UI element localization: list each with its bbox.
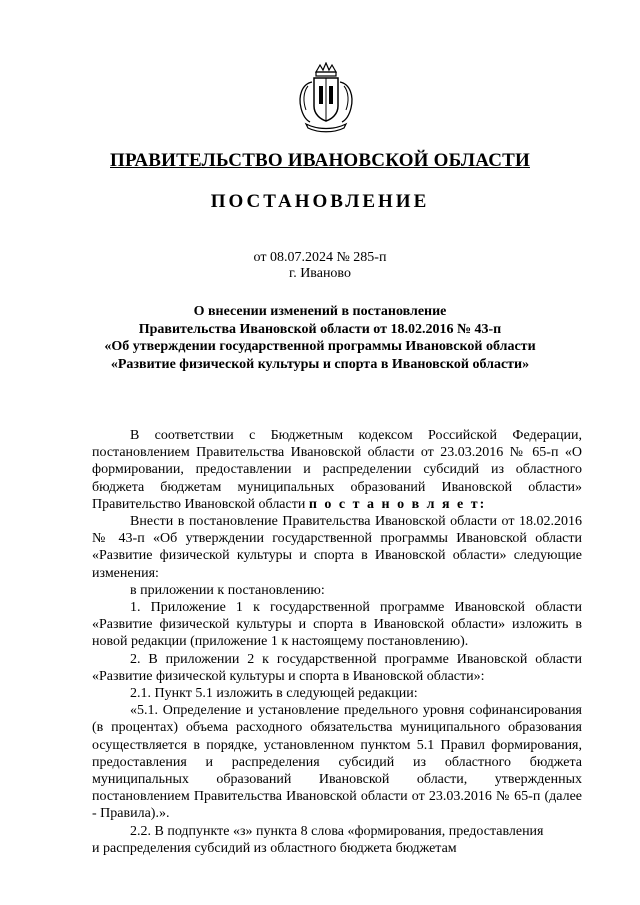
date-number: от 08.07.2024 № 285-п: [253, 250, 387, 265]
document-title: [60, 303, 580, 373]
paragraph-3: в приложении к постановлению:: [130, 582, 325, 598]
title-line-2: Правительства Ивановской области от 18.02.2016 № 43-п: [138, 321, 502, 337]
paragraph-1: [92, 427, 582, 513]
city: г. Иваново: [289, 266, 351, 281]
paragraph-8-line-2: и распределения субсидий из областного бюджета бюджетам: [92, 840, 457, 856]
title-line-4: «Развитие физической культуры и спорта в Ивановской области»: [110, 356, 530, 372]
paragraph-2: Внести в постановление Правительства Ивановской области от 18.02.2016 № 43-п «Об утверждении государственной программы Ивановской области «Развитие физической культуры и спорта в Ивановской области» следующие изменения:: [92, 514, 582, 581]
paragraph-4: 1. Приложение 1 к государственной программе Ивановской области «Развитие физической культуры и спорта в Ивановской области» изложить в новой редакции (приложение 1 к настоящему постановлению).: [92, 600, 582, 650]
title-line-3: «Об утверждении государственной программы Ивановской области: [104, 339, 536, 354]
document-type: ПОСТАНОВЛЕНИЕ: [210, 191, 430, 212]
decree-word: п о с т а н о в л я е т:: [308, 496, 487, 512]
government-name: ПРАВИТЕЛЬСТВО ИВАНОВСКОЙ ОБЛАСТИ: [110, 150, 530, 171]
ivanovo-coat-of-arms-icon: [294, 62, 358, 134]
document-meta: [0, 250, 640, 282]
title-line-1: О внесении изменений в постановление: [193, 304, 447, 319]
paragraph-5: 2. В приложении 2 к государственной программе Ивановской области «Развитие физической культуры и спорта в Ивановской области»:: [92, 651, 582, 684]
document-body: [92, 427, 582, 857]
paragraph-8-line-1: 2.2. В подпункте «з» пункта 8 слова «формирования, предоставления: [130, 823, 544, 839]
paragraph-7: «5.1. Определение и установление предельного уровня софинансирования (в процентах) объема расходного обязательства муниципального образования осуществляется в порядке, установленном пунктом 5.1 Правил формирования, предоставления и распределения субсидий из областного бюджета муниципальных образований Ивановской области, утвержденных постановлением Правительства Ивановской области от 23.03.2016 № 65-п (далее - Правила).».: [92, 703, 582, 822]
paragraph-1-text: В соответствии с Бюджетным кодексом Российской Федерации, постановлением Правительства Ивановской области от 23.03.2016 № 65-п «О формировании, предоставлении и распределении субсидий из областного бюджета бюджетам муниципальных образований Ивановской области» Правительство Ивановской области: [92, 428, 582, 512]
paragraph-6: 2.1. Пункт 5.1 изложить в следующей редакции:: [130, 686, 418, 702]
